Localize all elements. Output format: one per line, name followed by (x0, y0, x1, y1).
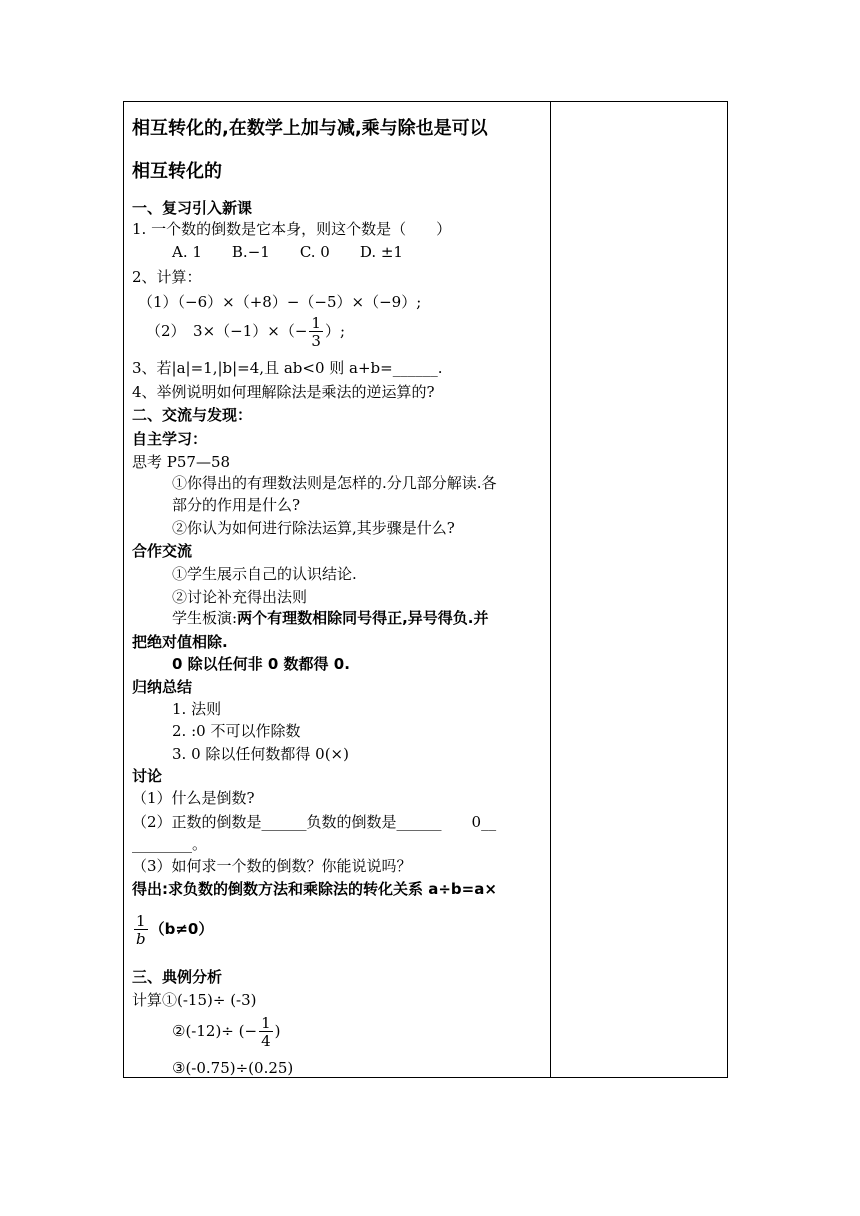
example-2-suffix: ) (274, 1022, 281, 1040)
discuss-item-2: （2）正数的倒数是______负数的倒数是______ 0__ (132, 813, 497, 831)
question-2: 2、计算： (132, 268, 202, 286)
question-4: 4、举例说明如何理解除法是乘法的逆运算的? (132, 383, 435, 401)
fraction-numerator: 1 (311, 313, 321, 332)
example-3: ③(-0.75)÷(0.25) (172, 1059, 294, 1077)
discuss-item-1: （1）什么是倒数? (132, 789, 255, 807)
q2-2-suffix: ）; (324, 322, 346, 340)
zero-rule: 0 除以任何非 0 数都得 0. (172, 655, 350, 673)
summary-item-1: 1. 法则 (172, 700, 222, 718)
board-text-2: 把绝对值相除. (132, 633, 228, 651)
board-text: 两个有理数相除同号得正,异号得负.并 (237, 609, 489, 627)
think-line: 思考 P57—58 (132, 453, 231, 471)
summary-item-2: 2. :0 不可以作除数 (172, 722, 301, 740)
lesson-table (123, 101, 728, 1078)
discuss-item-3: （3）如何求一个数的倒数？你能说说吗？ (132, 857, 412, 875)
example-1: 计算①(-15)÷ (-3) (132, 991, 257, 1009)
question-2-part-1: （1）（−6）×（+8）−（−5）×（−9）; (138, 293, 422, 311)
board-line (172, 608, 488, 628)
example-2 (172, 1012, 280, 1050)
section-2-heading: 二、交流与发现： (132, 406, 253, 424)
self-study-heading: 自主学习： (132, 430, 208, 448)
section-3-heading: 三、典例分析 (132, 968, 223, 986)
section-1-heading: 一、复习引入新课 (132, 199, 253, 217)
coop-item-1: ①学生展示自己的认识结论. (172, 565, 357, 583)
q2-2-prefix: （2） 3×（−1）×（− (146, 322, 308, 340)
question-1: 1. 一个数的倒数是它本身，则这个数是（ ） (132, 220, 452, 238)
think-item-2: ②你认为如何进行除法运算,其步骤是什么? (172, 519, 455, 537)
example-2-prefix: ②(-12)÷ (− (172, 1022, 258, 1040)
discuss-item-2b: ________。 (132, 835, 208, 853)
coop-item-2: ②讨论补充得出法则 (172, 588, 308, 606)
conclusion-condition: （b≠0） (149, 920, 214, 938)
question-1-options: A. 1 B.−1 C. 0 D. ±1 (172, 243, 403, 261)
fraction-denominator: 4 (261, 1031, 271, 1050)
fraction-denominator: 3 (311, 331, 321, 350)
column-divider (550, 102, 551, 1077)
fraction-denominator: b (136, 929, 146, 948)
fraction-numerator: 1 (261, 1013, 271, 1032)
think-item-1a: ①你得出的有理数法则是怎样的.分几部分解读.各 (172, 474, 497, 492)
summary-heading: 归纳总结 (132, 678, 193, 696)
intro-line-1: 相互转化的,在数学上加与减,乘与除也是可以 (132, 118, 488, 139)
question-3: 3、若|a|=1,|b|=4,且 ab<0 则 a+b=______. (132, 359, 443, 377)
fraction-one-quarter (259, 1015, 273, 1050)
think-item-1b: 部分的作用是什么? (172, 496, 301, 514)
fraction-one-over-b (134, 913, 148, 948)
fraction-one-third (309, 315, 323, 350)
question-2-part-2 (146, 313, 345, 350)
discuss-heading: 讨论 (132, 767, 163, 785)
fraction-numerator: 1 (134, 913, 148, 930)
conclusion-line: 得出:求负数的倒数方法和乘除法的转化关系 a÷b=a× (132, 880, 497, 898)
summary-item-3: 3. 0 除以任何数都得 0(×) (172, 745, 349, 763)
intro-line-2: 相互转化的 (132, 161, 222, 182)
board-label: 学生板演: (172, 609, 238, 627)
coop-heading: 合作交流 (132, 542, 193, 560)
conclusion-fraction-line (132, 909, 213, 949)
